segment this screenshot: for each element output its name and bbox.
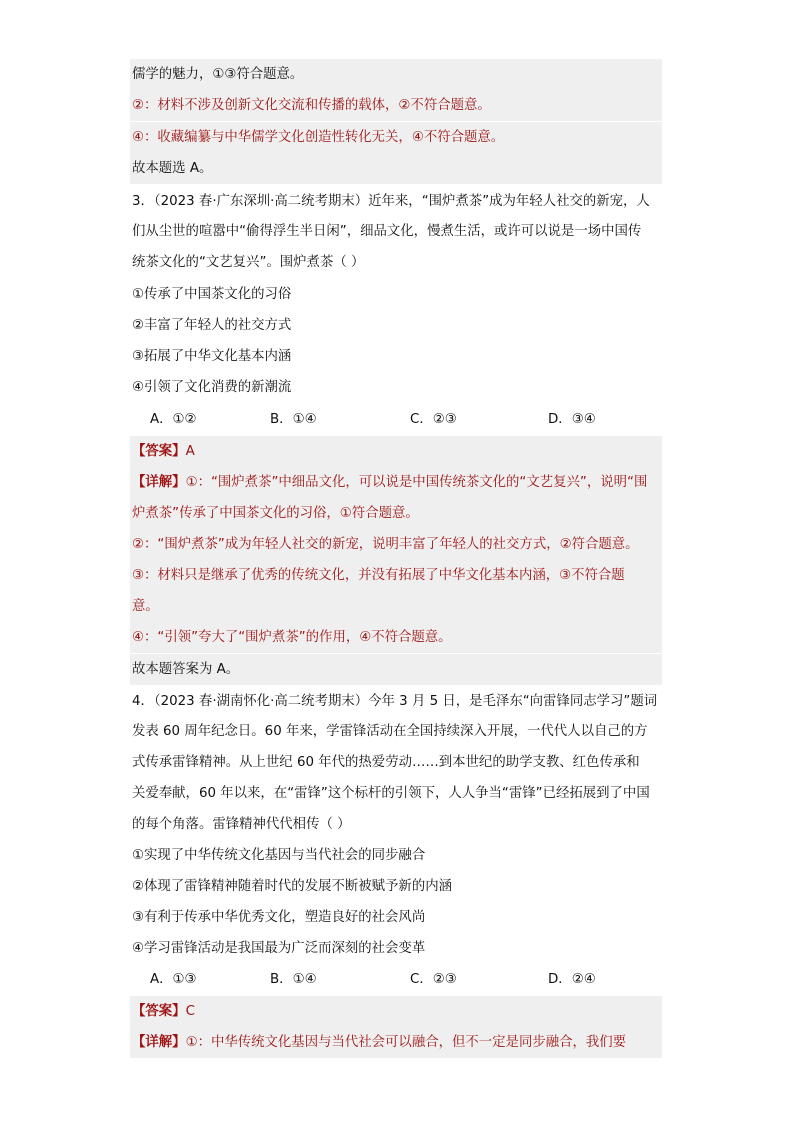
- q4-stem-line-3: 式传承雷锋精神。从上世纪 60 年代的热爱劳动……到本世纪的助学支教、红色传承和: [132, 755, 640, 770]
- q4-answer-label: 【答案】: [132, 1004, 186, 1019]
- q3-detail-line-1: [130, 467, 662, 498]
- q2-detail-line-1: 儒学的魅力，①③符合题意。: [130, 59, 662, 90]
- q4-detail-line-1: [130, 1027, 662, 1058]
- q4-statement-1: ①实现了中华传统文化基因与当代社会的同步融合: [132, 848, 426, 863]
- q3-detail-label: 【详解】: [132, 475, 186, 490]
- q3-option-b: B．①④: [270, 412, 317, 427]
- q4-stem-line-5: 的每个角落。雷锋精神代代相传（ ）: [132, 817, 351, 832]
- q3-stem-line-3: 统茶文化的“文艺复兴”。围炉煮茶（ ）: [132, 255, 365, 270]
- q2-conclusion: 故本题选 A。: [130, 153, 662, 184]
- q4-detail-text-1: ①：中华传统文化基因与当代社会可以融合，但不一定是同步融合，我们要: [185, 1035, 627, 1050]
- q4-option-d: D．②④: [548, 972, 596, 987]
- q4-statement-4: ④学习雷锋活动是我国最为广泛而深刻的社会变革: [132, 941, 426, 956]
- q4-stem-line-2: 发表 60 周年纪念日。60 年来，学雷锋活动在全国持续深入开展，一代代人以自己的方: [132, 724, 648, 739]
- q2-detail-line-3: ④：收藏编纂与中华儒学文化创造性转化无关，④不符合题意。: [130, 122, 662, 153]
- q3-detail-line-6: ④：“引领”夸大了“围炉煮茶”的作用，④不符合题意。: [130, 622, 662, 653]
- q3-statement-4: ④引领了文化消费的新潮流: [132, 380, 292, 395]
- q4-answer-value: C: [185, 1004, 195, 1019]
- q3-stem-line-2: 们从尘世的喧嚣中“偷得浮生半日闲”，细品文化，慢煮生活，或许可以说是一场中国传: [132, 224, 642, 239]
- q2-detail-line-2: ②：材料不涉及创新文化交流和传播的载体，②不符合题意。: [130, 90, 662, 121]
- q4-stem-line-4: 关爱奉献，60 年以来，在“雷锋”这个标杆的引领下，人人争当“雷锋”已经拓展到了中国: [132, 786, 650, 801]
- q4-answer: [130, 996, 662, 1027]
- q3-statement-3: ③拓展了中华文化基本内涵: [132, 349, 292, 364]
- q4-detail-label: 【详解】: [132, 1035, 186, 1050]
- q3-detail-line-2: 炉煮茶”传承了中国茶文化的习俗，①符合题意。: [130, 498, 662, 529]
- q4-option-c: C．②③: [410, 972, 457, 987]
- q3-option-a: A．①②: [150, 412, 197, 427]
- q4-option-b: B．①④: [270, 972, 317, 987]
- q3-option-d: D．③④: [548, 412, 596, 427]
- q3-answer-label: 【答案】: [132, 444, 186, 459]
- q3-answer: [130, 436, 662, 467]
- q3-detail-line-5: 意。: [130, 591, 662, 622]
- q3-conclusion: 故本题答案为 A。: [130, 654, 662, 685]
- q4-stem-line-1: 4．（2023 春·湖南怀化·高二统考期末）今年 3 月 5 日，是毛泽东“向雷锋同志学习”题词: [132, 694, 658, 709]
- q3-statement-2: ②丰富了年轻人的社交方式: [132, 318, 292, 333]
- q3-answer-value: A: [185, 444, 195, 459]
- q3-option-c: C．②③: [410, 412, 457, 427]
- q4-option-a: A．①③: [150, 972, 197, 987]
- q3-detail-line-3: ②：“围炉煮茶”成为年轻人社交的新宠，说明丰富了年轻人的社交方式，②符合题意。: [130, 529, 662, 560]
- q3-detail-text-1: ①：“围炉煮茶”中细品文化，可以说是中国传统茶文化的“文艺复兴”，说明“围: [185, 475, 648, 490]
- q3-detail-line-4: ③：材料只是继承了优秀的传统文化，并没有拓展了中华文化基本内涵，③不符合题: [130, 560, 662, 591]
- q3-statement-1: ①传承了中国茶文化的习俗: [132, 287, 292, 302]
- q4-statement-3: ③有利于传承中华优秀文化，塑造良好的社会风尚: [132, 910, 426, 925]
- q4-statement-2: ②体现了雷锋精神随着时代的发展不断被赋予新的内涵: [132, 879, 452, 894]
- q3-stem-line-1: 3．（2023 春·广东深圳·高二统考期末）近年来，“围炉煮茶”成为年轻人社交的新宠，人: [132, 194, 650, 209]
